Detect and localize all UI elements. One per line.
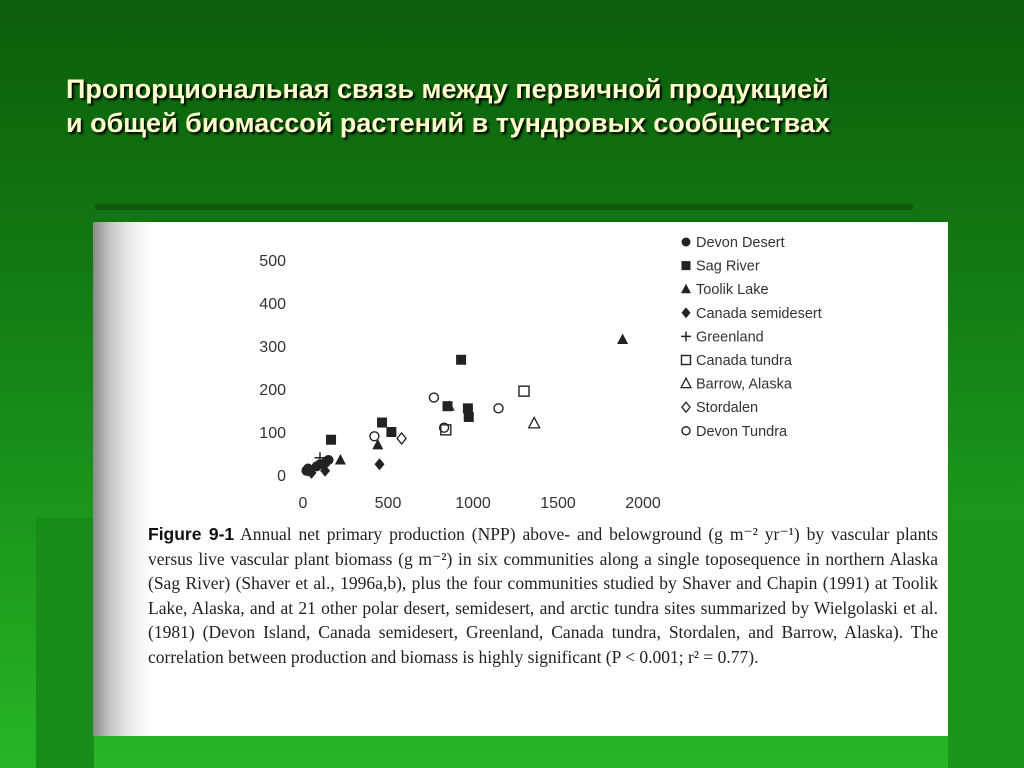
legend-label: Toolik Lake bbox=[696, 282, 769, 299]
legend-label: Canada tundra bbox=[696, 353, 792, 369]
legend-marker bbox=[682, 427, 690, 435]
figure-label: Figure 9-1 bbox=[148, 524, 235, 544]
legend-marker bbox=[681, 284, 691, 293]
y-tick-label: 200 bbox=[259, 382, 286, 399]
data-point-toolik-lake bbox=[335, 454, 346, 465]
legend-marker bbox=[682, 238, 691, 247]
x-tick-label: 2000 bbox=[625, 495, 661, 512]
slide-title-line-1: Пропорциональная связь между первичной продукцией bbox=[66, 74, 829, 104]
x-tick-label: 0 bbox=[298, 495, 308, 512]
legend-marker bbox=[682, 402, 690, 412]
legend-marker bbox=[682, 261, 691, 270]
figure-image bbox=[93, 222, 948, 736]
data-point-sag-river bbox=[456, 355, 466, 365]
figure-caption-text: Annual net primary production (NPP) above- and belowground (g m⁻² yr⁻¹) by vascular plants versus live vascular plant biomass (g m⁻²) in six communities along a single toposequence in northern Alaska (Sag River) (Shaver et al., 1996a,b), plus the four communities studied by Shaver and Chapin (1991) at Toolik Lake, Alaska, and at 21 other polar desert, semidesert, and arctic tundra sites summarized by Wielgolaski et al. (1981) (Devon Island, Canada semidesert, Greenland, Canada tundra, Stordalen, and Barrow, Alaska). The correlation between production and biomass is highly significant (P < 0.001; r² = 0.77). bbox=[148, 524, 938, 667]
data-point-canada-semidesert bbox=[375, 458, 385, 470]
legend-label: Greenland bbox=[696, 329, 764, 346]
legend-marker bbox=[681, 378, 691, 387]
figure-caption bbox=[148, 522, 938, 670]
y-tick-label: 300 bbox=[259, 339, 286, 356]
y-tick-label: 400 bbox=[259, 296, 286, 313]
data-point-barrow-alaska bbox=[529, 417, 540, 428]
data-point-devon-desert bbox=[324, 455, 334, 465]
legend-label: Barrow, Alaska bbox=[696, 376, 792, 393]
data-point-canada-tundra bbox=[441, 425, 451, 435]
data-point-canada-tundra bbox=[519, 386, 529, 396]
data-point-stordalen bbox=[397, 433, 406, 444]
legend-label: Stordalen bbox=[696, 400, 759, 417]
data-point-sag-river bbox=[326, 435, 336, 445]
y-tick-label: 0 bbox=[277, 468, 286, 485]
data-point-sag-river bbox=[464, 412, 474, 422]
data-point-sag-river bbox=[377, 418, 387, 428]
data-point-toolik-lake bbox=[617, 334, 628, 345]
data-point-devon-tundra bbox=[494, 404, 503, 413]
decorative-block-left bbox=[36, 518, 94, 768]
legend-marker bbox=[682, 356, 691, 365]
slide-title-line-2: и общей биомассой растений в тундровых сообществах bbox=[66, 108, 830, 138]
legend-label: Canada semidesert bbox=[696, 305, 822, 322]
x-tick-label: 500 bbox=[374, 495, 402, 512]
legend-label: Sag River bbox=[696, 258, 760, 275]
legend-label: Devon Tundra bbox=[696, 423, 788, 440]
legend-label: Devon Desert bbox=[696, 235, 785, 251]
decorative-bar-top bbox=[95, 204, 913, 210]
decorative-block-right bbox=[948, 518, 1024, 768]
y-tick-label: 500 bbox=[259, 253, 286, 270]
data-point-devon-tundra bbox=[370, 432, 379, 441]
scatter-chart bbox=[93, 222, 948, 522]
y-tick-label: 100 bbox=[259, 425, 286, 442]
data-point-sag-river bbox=[463, 403, 473, 413]
x-tick-label: 1000 bbox=[455, 495, 491, 512]
legend-marker bbox=[681, 331, 691, 341]
data-point-devon-tundra bbox=[429, 393, 438, 402]
slide-title bbox=[66, 72, 996, 140]
x-tick-label: 1500 bbox=[540, 495, 576, 512]
data-point-sag-river bbox=[386, 427, 396, 437]
legend-marker bbox=[682, 307, 691, 318]
